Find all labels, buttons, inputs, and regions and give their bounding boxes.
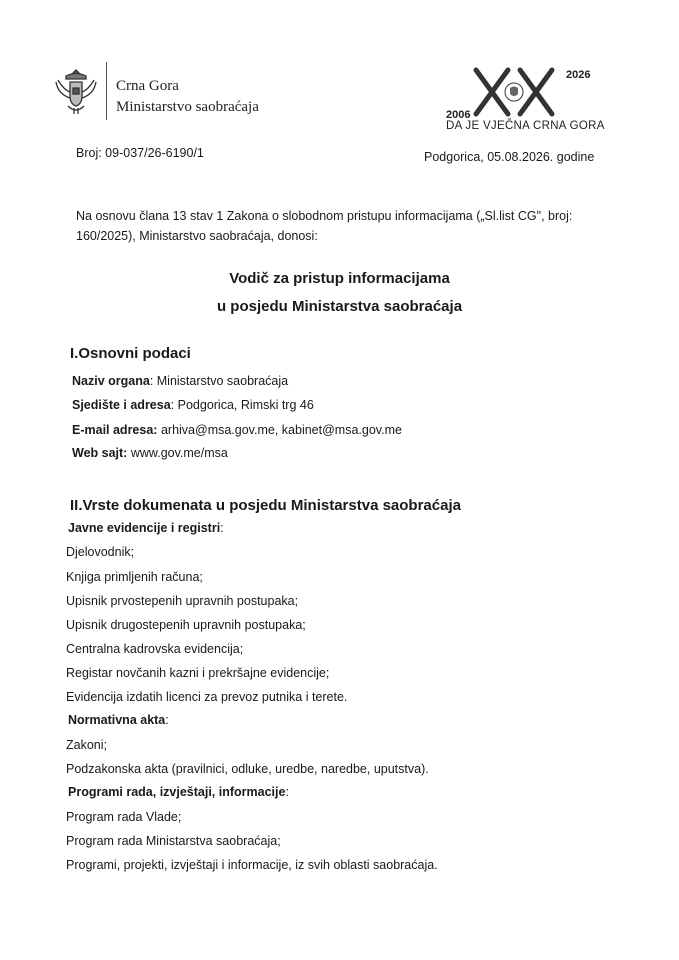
list-item: Registar novčanih kazni i prekršajne evidencije; xyxy=(66,666,330,680)
list-item: Knjiga primljenih računa; xyxy=(66,570,203,584)
ministry-name: Ministarstvo saobraćaja xyxy=(116,99,259,115)
document-number: Broj: 09-037/26-6190/1 xyxy=(76,146,204,160)
list-item: Centralna kadrovska evidencija; xyxy=(66,642,244,656)
list-item: Evidencija izdatih licenci za prevoz putnika i terete. xyxy=(66,690,348,704)
country-name: Crna Gora xyxy=(116,78,179,94)
list-item: Upisnik prvostepenih upravnih postupaka; xyxy=(66,594,299,608)
list-item: Podzakonska akta (pravilnici, odluke, uredbe, naredbe, uputstva). xyxy=(66,762,429,776)
section2-heading: II.Vrste dokumenata u posjedu Ministarstva saobraćaja xyxy=(70,497,461,514)
montenegro-coat-of-arms-icon xyxy=(50,66,102,118)
field-value: Podgorica, Rimski trg 46 xyxy=(177,398,314,412)
field-label: E-mail adresa: xyxy=(72,423,158,437)
field-seat-address: Sjedište i adresa: Podgorica, Rimski trg 46 xyxy=(72,398,314,412)
jubilee-motto: DA JE VJEČNA CRNA GORA xyxy=(446,120,605,132)
intro-paragraph: Na osnovu člana 13 stav 1 Zakona o slobodnom pristupu informacijama („Sl.list CG", broj: 160/2025), Ministarstvo saobraćaja, donosi: xyxy=(76,209,573,243)
field-label: Naziv organa xyxy=(72,374,150,388)
organization-name xyxy=(116,76,259,118)
document-date: Podgorica, 05.08.2026. godine xyxy=(424,150,595,164)
list-item: Program rada Vlade; xyxy=(66,810,182,824)
group-label-programs: Programi rada, izvještaji, informacije: xyxy=(68,785,289,799)
field-email xyxy=(72,423,402,437)
group-label-normative: Normativna akta: xyxy=(68,713,169,727)
group-label-registers: Javne evidencije i registri: xyxy=(68,521,224,535)
list-item: Upisnik drugostepenih upravnih postupaka; xyxy=(66,618,306,632)
field-organ-name: Naziv organa: Ministarstvo saobraćaja xyxy=(72,374,289,388)
document-title-line2: u posjedu Ministarstva saobraćaja xyxy=(216,298,463,315)
list-item: Zakoni; xyxy=(66,738,107,752)
field-value: arhiva@msa.gov.me, kabinet@msa.gov.me xyxy=(160,423,402,437)
field-value: www.gov.me/msa xyxy=(130,446,228,460)
list-item: Program rada Ministarstva saobraćaja; xyxy=(66,834,281,848)
field-label: Sjedište i adresa xyxy=(72,398,171,412)
document-title-line1: Vodič za pristup informacijama xyxy=(229,270,450,287)
jubilee-year-end: 2026 xyxy=(566,69,591,81)
field-value: Ministarstvo saobraćaja xyxy=(156,374,289,388)
list-item: Djelovodnik; xyxy=(66,545,135,559)
field-website xyxy=(72,446,228,460)
field-label: Web sajt: xyxy=(72,446,128,460)
list-item: Programi, projekti, izvještaji i informacije, iz svih oblasti saobraćaja. xyxy=(66,858,438,872)
header-divider xyxy=(106,62,107,120)
section1-heading: I.Osnovni podaci xyxy=(70,345,191,362)
jubilee-year-start: 2006 xyxy=(446,109,471,121)
